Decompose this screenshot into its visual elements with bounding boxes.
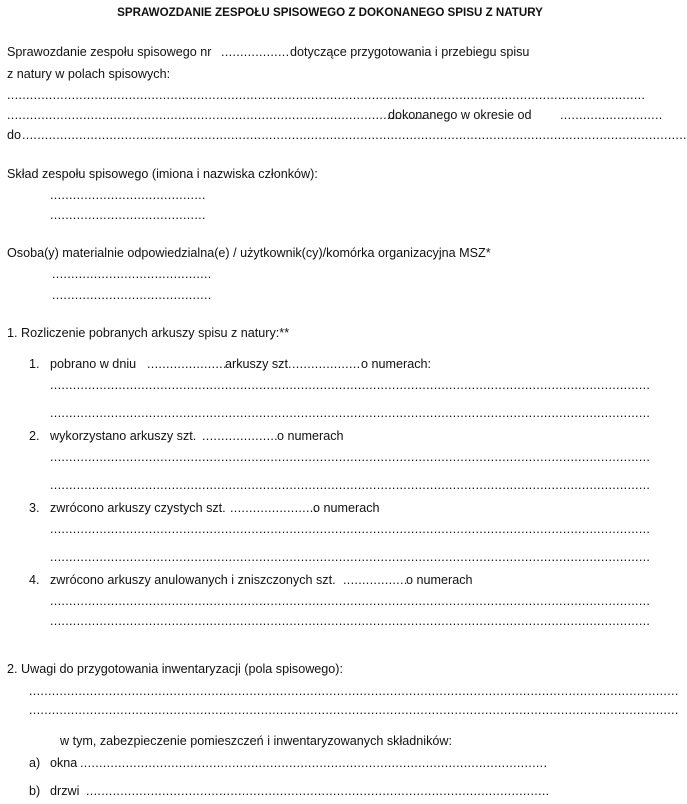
item-1-numbers-line-1[interactable]: .............................................................................................................................................................. (50, 378, 651, 392)
item-a-label: a) (29, 756, 41, 770)
item-3-count-field[interactable]: ....................... (230, 501, 318, 515)
item-3-number: 3. (29, 501, 40, 515)
item-3-text-b: o numerach (313, 501, 380, 515)
item-4-text-a: zwrócono arkuszy anulowanych i zniszczonych szt. (50, 573, 336, 587)
fields-list-line-2[interactable]: .............................................................................................................. (7, 108, 425, 122)
document-title: SPRAWOZDANIE ZESPOŁU SPISOWEGO Z DOKONANEGO SPISU Z NATURY (117, 6, 543, 19)
item-1-date-field[interactable]: ..................... (147, 357, 227, 371)
item-3-numbers-line-2[interactable]: .............................................................................................................................................................. (50, 550, 651, 564)
intro-text-a: Sprawozdanie zespołu spisowego nr (7, 45, 212, 59)
section-2-heading: 2. Uwagi do przygotowania inwentaryzacji (pola spisowego): (7, 662, 344, 676)
item-3-numbers-line-1[interactable]: .............................................................................................................................................................. (50, 522, 651, 536)
item-2-numbers-line-1[interactable]: .............................................................................................................................................................. (50, 450, 651, 464)
item-1-text-b: arkuszy szt. (225, 357, 292, 371)
intro-text-line2: z natury w polach spisowych: (7, 67, 171, 81)
item-b-label: b) (29, 784, 41, 798)
team-heading: Skład zespołu spisowego (imiona i nazwiska członków): (7, 167, 318, 181)
period-from-label: dokonanego w okresie od (388, 108, 532, 122)
item-2-text-a: wykorzystano arkuszy szt. (50, 429, 197, 443)
intro-text-b: dotyczące przygotowania i przebiegu spisu (290, 45, 530, 59)
item-1-text-c: o numerach: (361, 357, 432, 371)
item-1-text-a: pobrano w dniu (50, 357, 137, 371)
item-2-text-b: o numerach (277, 429, 344, 443)
period-from-field[interactable]: ........................... (560, 108, 663, 122)
item-4-number: 4. (29, 573, 40, 587)
doors-label: drzwi (50, 784, 80, 798)
responsible-field-1[interactable]: .......................................... (52, 267, 212, 281)
responsible-field-2[interactable]: .......................................... (52, 288, 212, 302)
item-1-count-field[interactable]: .................. (292, 357, 361, 371)
item-3-text-a: zwrócono arkuszy czystych szt. (50, 501, 226, 515)
item-1-number: 1. (29, 357, 40, 371)
item-2-numbers-line-2[interactable]: .............................................................................................................................................................. (50, 478, 651, 492)
section-1-heading: 1. Rozliczenie pobranych arkuszy spisu z natury:** (7, 326, 290, 340)
windows-field[interactable]: ........................................................................................................................... (80, 756, 548, 770)
period-to-field[interactable]: ............................................................................................................................................................................... (22, 128, 687, 142)
item-4-numbers-line-2[interactable]: .............................................................................................................................................................. (50, 614, 651, 628)
remarks-line-2[interactable]: ........................................................................................................................................................................... (29, 703, 679, 717)
item-4-numbers-line-1[interactable]: .............................................................................................................................................................. (50, 594, 651, 608)
report-number-field[interactable]: .................. (221, 45, 290, 59)
windows-label: okna (50, 756, 78, 770)
item-2-number: 2. (29, 429, 40, 443)
item-1-numbers-line-2[interactable]: .............................................................................................................................................................. (50, 406, 651, 420)
item-4-count-field[interactable]: ................. (343, 573, 408, 587)
fields-list-line[interactable]: ........................................................................................................................................................................ (7, 88, 646, 102)
doors-field[interactable]: .......................................................................................................................... (86, 784, 550, 798)
team-member-field-1[interactable]: ......................................... (50, 188, 206, 202)
security-subheading: w tym, zabezpieczenie pomieszczeń i inwentaryzowanych składników: (60, 734, 452, 748)
remarks-line-1[interactable]: ........................................................................................................................................................................... (29, 684, 679, 698)
item-4-text-b: o numerach (406, 573, 473, 587)
responsible-heading: Osoba(y) materialnie odpowiedzialna(e) / użytkownik(cy)/komórka organizacyjna MSZ* (7, 246, 491, 260)
item-2-count-field[interactable]: .................... (202, 429, 278, 443)
period-to-label: do (7, 128, 22, 142)
team-member-field-2[interactable]: ......................................... (50, 208, 206, 222)
